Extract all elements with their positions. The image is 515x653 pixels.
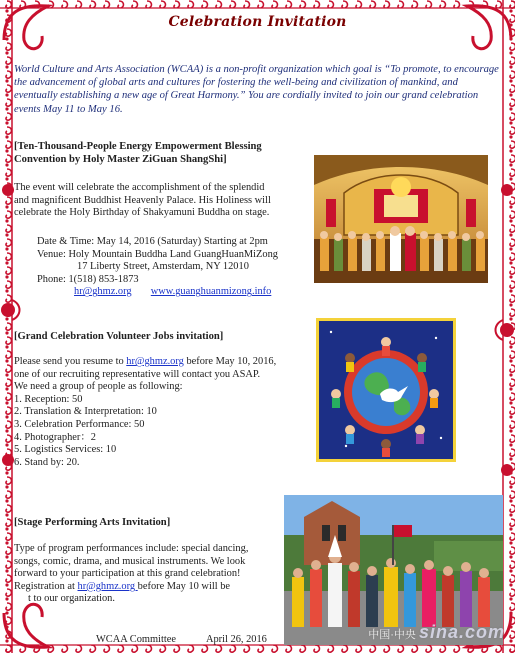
temple-stage-photo: [314, 155, 488, 283]
volunteer-intro-text: before May 10, 2016,: [183, 356, 277, 367]
event-details: [37, 236, 278, 299]
section1-heading: [14, 140, 262, 166]
event-venue: Venue: Holy Mountain Buddha Land GuangHuanMiZong: [37, 248, 278, 260]
performance-line: Type of program performances include: special dancing,: [14, 543, 249, 554]
job-item: 2. Translation & Interpretation: 10: [14, 406, 157, 418]
job-item: 4. Photographer：2: [14, 431, 96, 443]
registration-text: t to our organization.: [28, 593, 115, 605]
registration-email-link[interactable]: hr@ghmz.org: [77, 580, 138, 592]
job-item: 5. Logistics Services: 10: [14, 444, 117, 456]
watermark-cn: 中国·中央: [368, 629, 416, 641]
event-address: 17 Liberty Street, Amsterdam, NY 12010: [77, 261, 249, 273]
page-title: Celebration Invitation: [168, 14, 347, 30]
section1-body-line: and magnificent Buddhist Heavenly Palace. His Holiness will: [14, 194, 271, 206]
website-link[interactable]: www.guanghuanmizong.info: [150, 286, 272, 298]
event-phone: Phone: 1(518) 853-1873: [37, 273, 139, 285]
section3-heading: [Stage Performing Arts Invitation]: [14, 517, 171, 528]
watermark-latin: sina.com: [418, 622, 505, 642]
registration-text: Registration at: [14, 580, 78, 592]
job-item: 1. Reception: 50: [14, 393, 83, 405]
performance-line: songs, comic, drama, and musical instruments. We look: [14, 555, 246, 567]
section1-heading-line: [Ten-Thousand-People Energy Empowerment Blessing: [14, 141, 262, 152]
volunteer-intro-text: Please send you resume to: [14, 356, 127, 367]
watermark: [368, 622, 505, 643]
footer: [96, 634, 295, 645]
volunteer-email-link[interactable]: hr@ghmz.org: [126, 356, 184, 367]
job-item: 6. Stand by: 20.: [14, 456, 80, 468]
job-item: 3. Celebration Performance: 50: [14, 418, 145, 430]
section1-body-line: The event will celebrate the accomplishment of the splendid: [14, 182, 265, 193]
performance-line: forward to your participation at this grand celebration!: [14, 568, 241, 580]
section1-body: [14, 182, 271, 220]
section1-body-line: celebrate the Holy Birthday of Shakyamuni Buddha on stage.: [14, 207, 270, 219]
volunteer-line: We need a group of people as following:: [14, 381, 183, 393]
world-children-illustration: [316, 318, 456, 462]
section2-body: [14, 356, 276, 469]
volunteer-line: one of our recruiting representative will contact you ASAP.: [14, 368, 261, 380]
registration-text: before May 10 will be: [137, 580, 231, 592]
footer-committee: WCAA Committee: [96, 634, 176, 645]
section1-heading-line: Convention by Holy Master ZiGuan ShangShi]: [14, 154, 227, 165]
section2-heading: [Grand Celebration Volunteer Jobs invitation]: [14, 331, 224, 342]
section3-body: [14, 543, 248, 606]
footer-date: April 26, 2016: [205, 634, 267, 645]
intro-paragraph: World Culture and Arts Association (WCAA) is a non-profit organization which goal is “To promote, to encourage the advancement of global arts and cultures for fostering the well-being and civilization of mankind, and eventually establishing a new age of Great Harmony.” You are cordially invited to join our grand celebration events May 11 to May 16.: [14, 64, 499, 115]
email-link[interactable]: hr@ghmz.org: [74, 286, 132, 298]
event-datetime: Date & Time: May 14, 2016 (Saturday) Starting at 2pm: [37, 236, 268, 247]
